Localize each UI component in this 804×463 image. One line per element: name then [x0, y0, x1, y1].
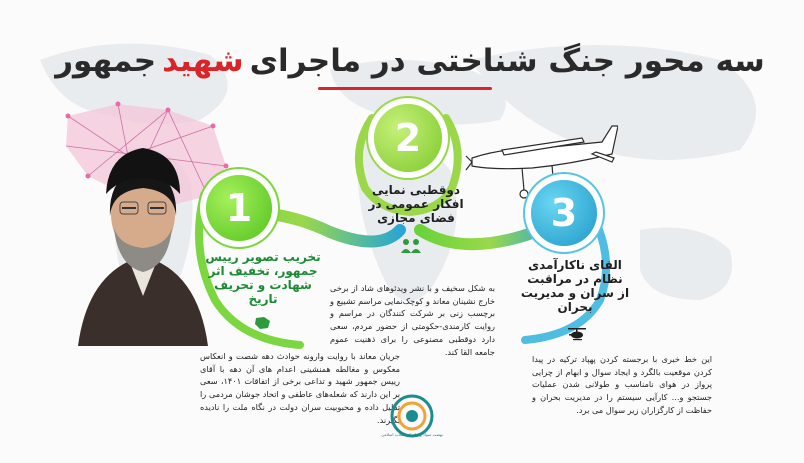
step-2-number-badge: 2 [374, 104, 442, 172]
organization-logo [388, 382, 436, 452]
step-3-number-badge: 3 [531, 180, 597, 246]
logo-caption: نهضت سواد رسانه ای انقلاب اسلامی [381, 432, 443, 437]
step-2-description: به شکل سخیف و با نشر ویدئوهای شاد از برخی خارج نشینان معاند و کوچک‌نمایی مراسم تشییع و برچسب زنی بر شرکت کنندگان در مراسم و روایت کارمندی-حکومتی از حضور مردم، سعی دارد دوقطبی مصنوعی را برای ذهنیت عموم جامعه القا کند. [330, 283, 495, 357]
two-people-icon [400, 238, 422, 254]
title-before: سه محور جنگ شناختی در ماجرای [249, 43, 765, 79]
helicopter-icon [567, 327, 587, 341]
step-3-description: این خط خبری با برجسته کردن پهپاد ترکیه در پیدا کردن موقعیت بالگرد و ایجاد سوال و ابهام از چرایی پرواز در هوای نامناسب و طولانی شدن عملیات جستجو و... کارآیی سیستم را در مدیریت بحران و حفاظت از کارگزاران زیر سوال می برد. [532, 354, 712, 415]
iran-map-pin-icon [254, 316, 272, 330]
step-1-description: جریان معاند با روایت وارونه حوادث دهه شصت و انعکاس معکوس و مغالطه همنشینی اعدام های آن دهه با آقای رییس جمهور شهید و تداعی برخی از اتفاقات ۱۴۰۱، سعی بر این دارند که شعله‌های عاطفی و اتحاد جوشان مردمی را تقلیل داده و محبوبیت سران دولت در نگاه ملت را نادیده بگیرند. [200, 351, 400, 425]
step-1-number-badge: 1 [206, 175, 272, 241]
step-2-heading: دوقطبی نمایی افکار عمومی در فضای مجازی [368, 183, 464, 226]
step-3-heading: القای ناکارآمدی نظام در مراقبت از سران و مدیریت بحران [520, 258, 630, 315]
title-highlight: شهید [162, 43, 244, 79]
step-1-heading: تخریب تصویر رییس جمهور، تخفیف اثر شهادت و تحریف تاریخ [205, 250, 321, 307]
title-after: جمهور [55, 43, 157, 79]
